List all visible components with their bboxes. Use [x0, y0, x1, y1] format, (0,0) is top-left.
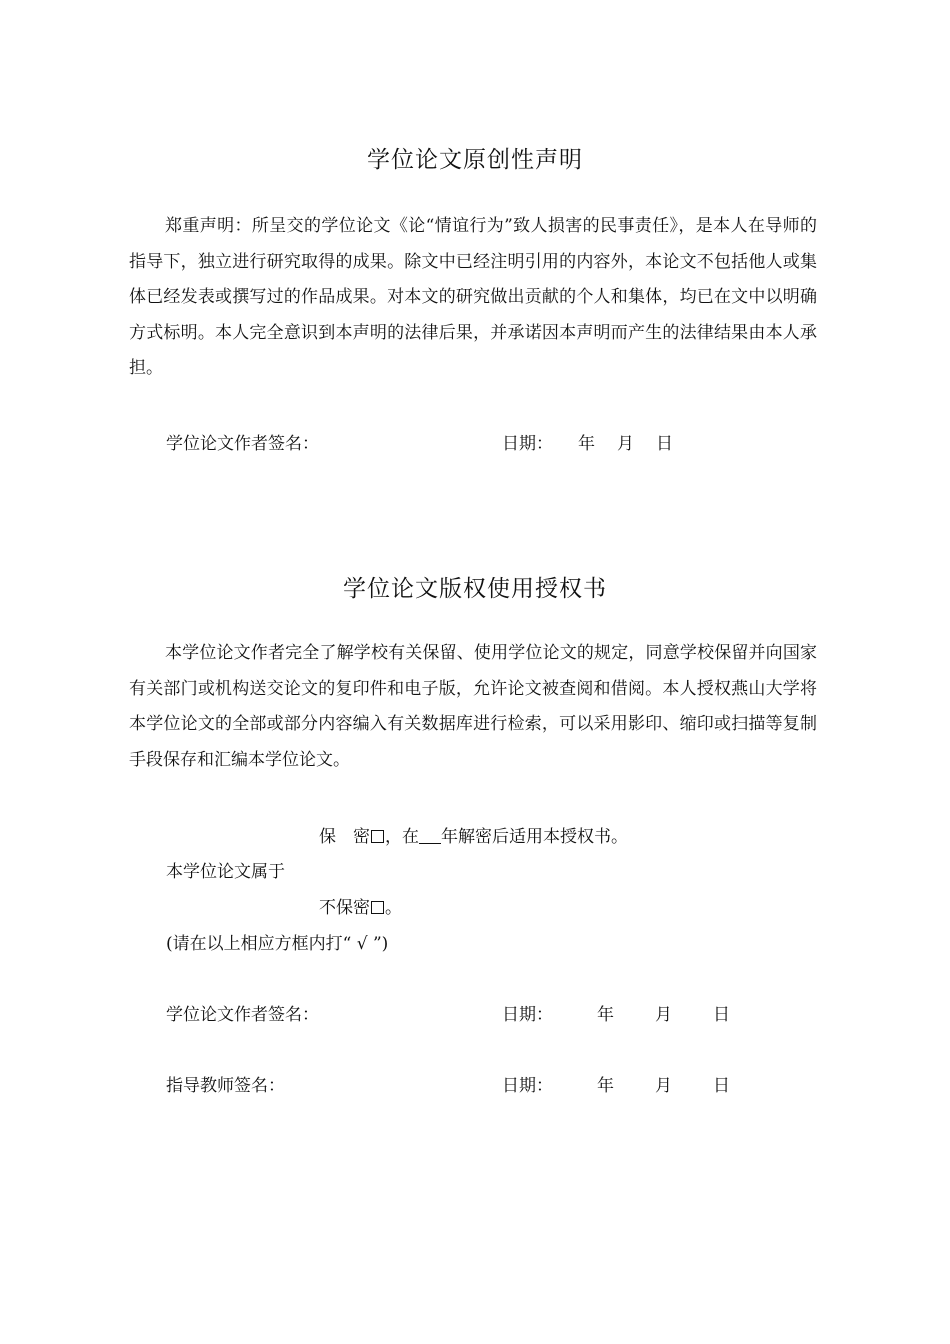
declaration-title: 学位论文原创性声明	[367, 147, 583, 173]
author-signature-label: 学位论文作者签名：	[166, 1005, 319, 1025]
author-year: 年	[597, 1005, 614, 1025]
belongs-label: 本学位论文属于	[166, 862, 285, 882]
declaration-day: 日	[656, 434, 673, 454]
author-month: 月	[655, 1005, 672, 1025]
authorization-title: 学位论文版权使用授权书	[343, 576, 607, 602]
advisor-day: 日	[713, 1076, 730, 1096]
not-confidential-label: 不保密	[319, 898, 370, 918]
declaration-date-label: 日期：	[502, 434, 553, 454]
declaration-body: 郑重声明：所呈交的学位论文《论“情谊行为”致人损害的民事责任》，是本人在导师的指导下，独立进行研究取得的成果。除文中已经注明引用的内容外，本论文不包括他人或集体已经发表或撰写过的作品成果。对本文的研究做出贡献的个人和集体，均已在文中以明确方式标明。本人完全意识到本声明的法律后果，并承诺因本声明而产生的法律结果由本人承担。	[129, 216, 817, 378]
advisor-month: 月	[655, 1076, 672, 1096]
not-confidential-end: 。	[385, 898, 402, 918]
author-day: 日	[713, 1005, 730, 1025]
checkbox-instruction: (请在以上相应方框内打“ √ ”)	[166, 934, 389, 954]
author-date-label: 日期：	[502, 1005, 553, 1025]
confidential-suffix-text: 年解密后适用本授权书。	[441, 827, 628, 847]
advisor-signature-label: 指导教师签名：	[166, 1076, 285, 1096]
advisor-year: 年	[597, 1076, 614, 1096]
confidential-mid-text: ，在	[385, 827, 419, 847]
declaration-month: 月	[617, 434, 634, 454]
declaration-signature-label: 学位论文作者签名：	[166, 434, 319, 454]
advisor-date-label: 日期：	[502, 1076, 553, 1096]
declaration-year: 年	[578, 434, 595, 454]
years-blank[interactable]	[419, 829, 441, 844]
authorization-body: 本学位论文作者完全了解学校有关保留、使用学位论文的规定，同意学校保留并向国家有关部门或机构送交论文的复印件和电子版，允许论文被查阅和借阅。本人授权燕山大学将本学位论文的全部或部分内容编入有关数据库进行检索，可以采用影印、缩印或扫描等复制手段保存和汇编本学位论文。	[129, 643, 817, 770]
confidential-label: 保 密	[319, 827, 370, 847]
confidential-option	[319, 822, 628, 847]
confidential-checkbox[interactable]	[371, 830, 384, 843]
not-confidential-checkbox[interactable]	[371, 901, 384, 914]
not-confidential-option	[319, 893, 402, 918]
